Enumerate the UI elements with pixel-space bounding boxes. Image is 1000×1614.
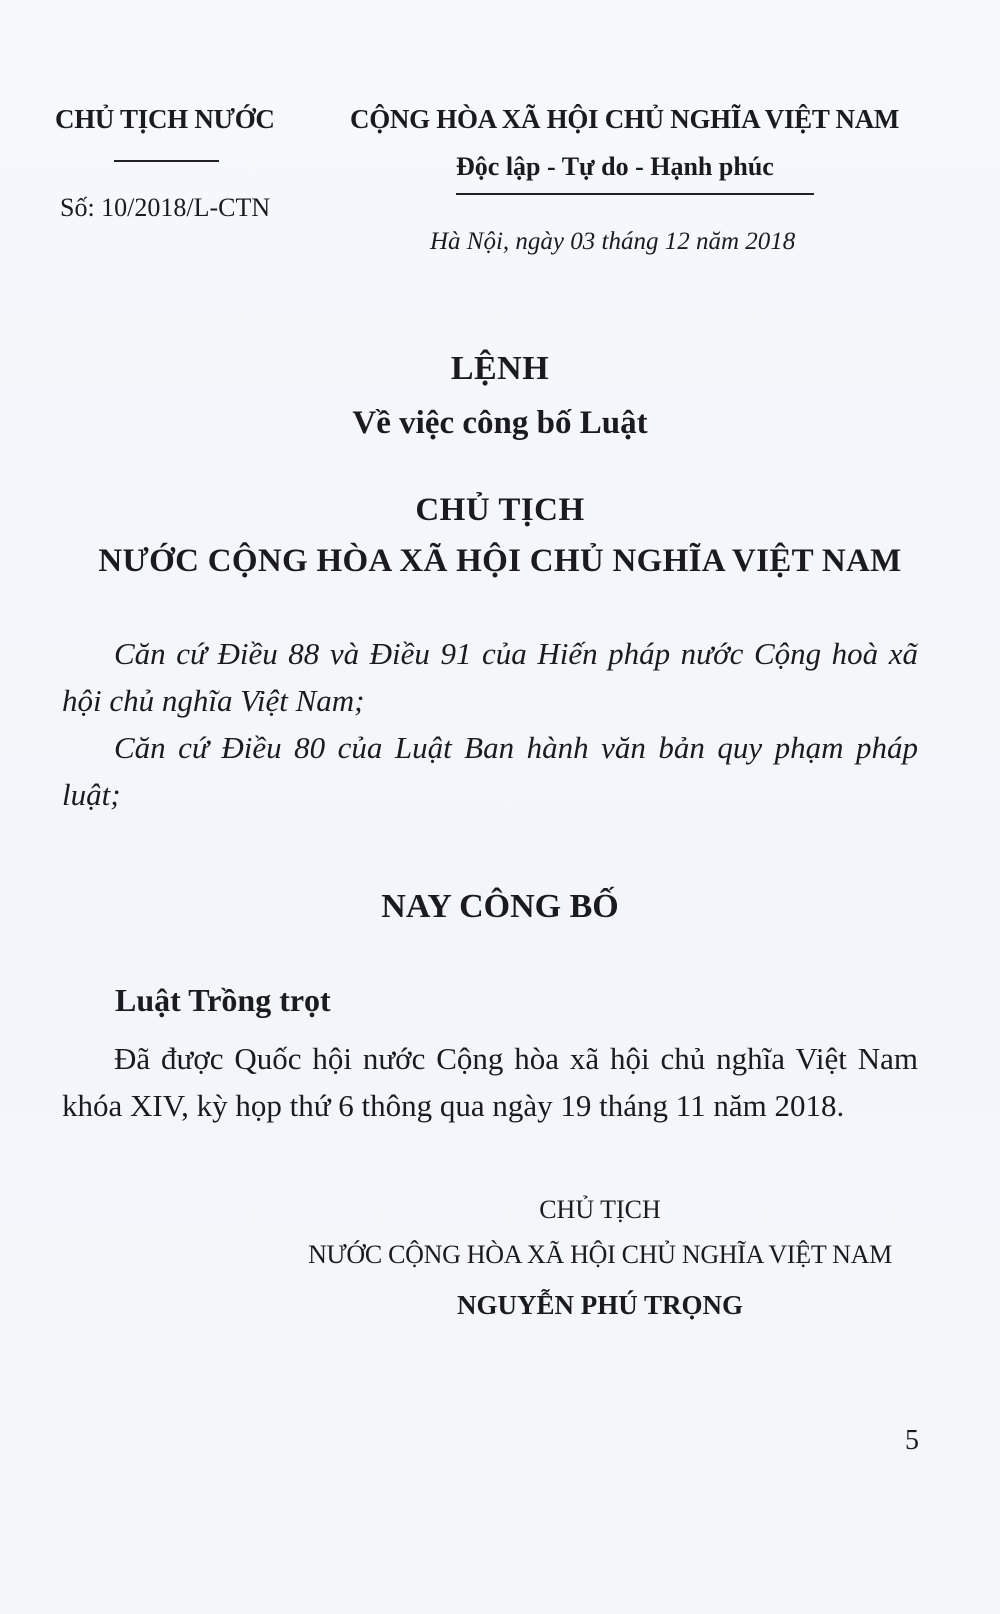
national-motto: Độc lập - Tự do - Hạnh phúc [456, 152, 774, 181]
legal-basis-2: Căn cứ Điều 80 của Luật Ban hành văn bản quy phạm pháp luật; [62, 730, 918, 812]
document-subtitle: Về việc công bố Luật [352, 405, 648, 441]
document-number: Số: 10/2018/L-CTN [60, 193, 271, 222]
signature-title: CHỦ TỊCH [539, 1195, 661, 1224]
signature-organization: NƯỚC CỘNG HÒA XÃ HỘI CHỦ NGHĨA VIỆT NAM [308, 1240, 892, 1269]
authority-underline [114, 160, 219, 162]
issuer-title: CHỦ TỊCH [415, 492, 585, 528]
law-name: Luật Trồng trọt [115, 982, 331, 1018]
legal-basis-1: Căn cứ Điều 88 và Điều 91 của Hiến pháp nước Cộng hoà xã hội chủ nghĩa Việt Nam; [62, 636, 918, 718]
motto-underline [456, 193, 814, 195]
signatory-name: NGUYỄN PHÚ TRỌNG [456, 1290, 744, 1320]
place-and-date: Hà Nội, ngày 03 tháng 12 năm 2018 [430, 228, 796, 255]
announcement-heading: NAY CÔNG BỐ [381, 888, 619, 925]
issuer-organization: NƯỚC CỘNG HÒA XÃ HỘI CHỦ NGHĨA VIỆT NAM [98, 543, 902, 579]
page-number: 5 [905, 1425, 919, 1456]
passed-statement: Đã được Quốc hội nước Cộng hòa xã hội chủ nghĩa Việt Nam khóa XIV, kỳ họp thứ 6 thông qua ngày 19 tháng 11 năm 2018. [62, 1041, 918, 1123]
issuing-authority: CHỦ TỊCH NƯỚC [55, 104, 275, 134]
national-title: CỘNG HÒA XÃ HỘI CHỦ NGHĨA VIỆT NAM [350, 104, 900, 134]
document-title: LỆNH [450, 350, 550, 387]
